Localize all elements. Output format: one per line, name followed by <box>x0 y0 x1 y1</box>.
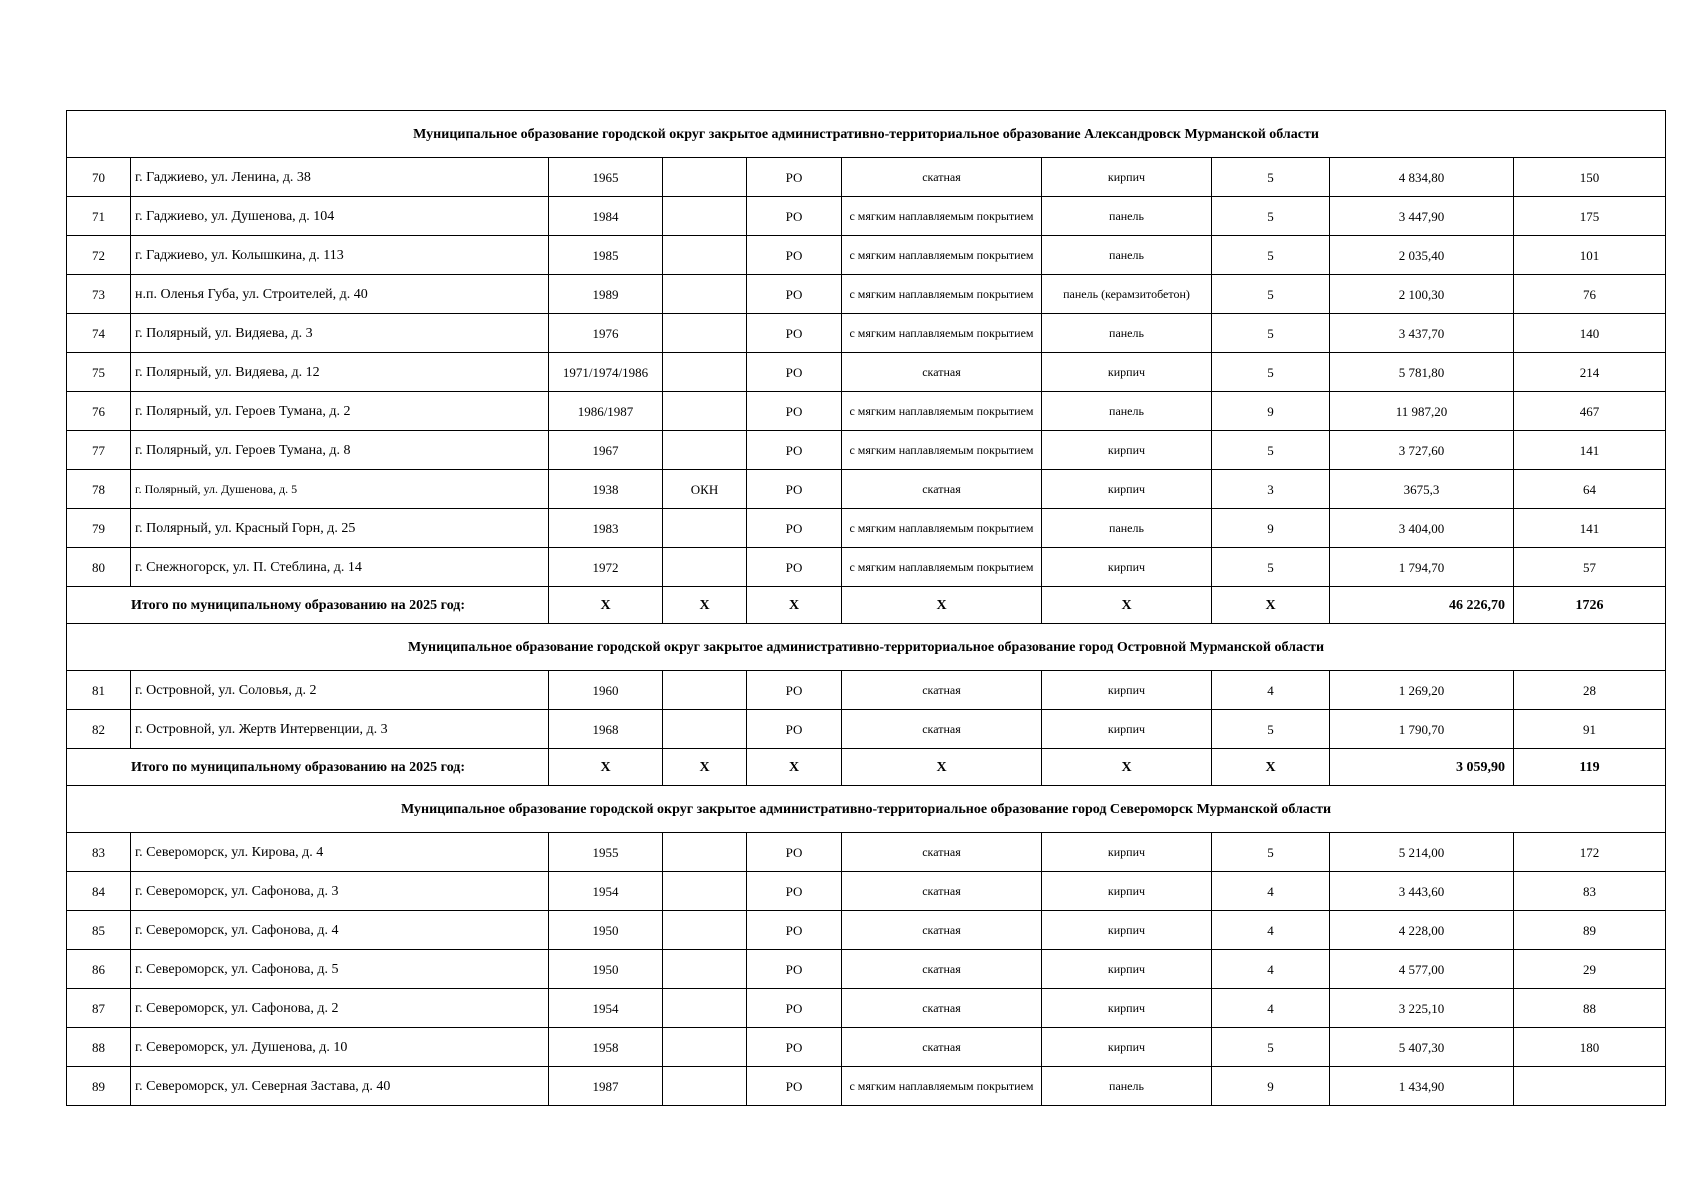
roof-type-cell: с мягким наплавляемым покрытием <box>842 236 1042 275</box>
floors-cell: 3 <box>1212 470 1330 509</box>
area-cell: 5 781,80 <box>1330 353 1514 392</box>
total-x-mark: Х <box>549 587 663 624</box>
fund-type-cell: РО <box>747 1067 842 1106</box>
floors-cell: 5 <box>1212 236 1330 275</box>
row-number: 71 <box>67 197 131 236</box>
area-cell: 3675,3 <box>1330 470 1514 509</box>
address-cell: г. Полярный, ул. Душенова, д. 5 <box>131 470 549 509</box>
row-number: 79 <box>67 509 131 548</box>
table-row <box>67 392 1666 431</box>
fund-type-cell: РО <box>747 353 842 392</box>
roof-type-cell: с мягким наплавляемым покрытием <box>842 392 1042 431</box>
floors-cell: 5 <box>1212 710 1330 749</box>
table-row <box>67 197 1666 236</box>
floors-cell: 4 <box>1212 872 1330 911</box>
floors-cell: 9 <box>1212 1067 1330 1106</box>
wall-material-cell: кирпич <box>1042 833 1212 872</box>
fund-type-cell: РО <box>747 275 842 314</box>
area-cell: 3 404,00 <box>1330 509 1514 548</box>
table-body <box>67 111 1666 1106</box>
table-row <box>67 353 1666 392</box>
wall-material-cell: панель <box>1042 1067 1212 1106</box>
total-area: 46 226,70 <box>1330 587 1514 624</box>
floors-cell: 9 <box>1212 392 1330 431</box>
wall-material-cell: кирпич <box>1042 353 1212 392</box>
floors-cell: 5 <box>1212 1028 1330 1067</box>
residents-cell: 175 <box>1514 197 1666 236</box>
table-row <box>67 236 1666 275</box>
residents-cell: 76 <box>1514 275 1666 314</box>
row-number: 86 <box>67 950 131 989</box>
residents-cell: 91 <box>1514 710 1666 749</box>
address-cell: г. Североморск, ул. Северная Застава, д. 40 <box>131 1067 549 1106</box>
roof-type-cell: скатная <box>842 833 1042 872</box>
section-title: Муниципальное образование городской округ закрытое административно-территориальное образование город Островной Мурманской области <box>67 624 1666 671</box>
floors-cell: 5 <box>1212 314 1330 353</box>
area-cell: 1 790,70 <box>1330 710 1514 749</box>
table-row <box>67 1028 1666 1067</box>
area-cell: 3 727,60 <box>1330 431 1514 470</box>
heritage-status-cell <box>663 671 747 710</box>
residents-cell <box>1514 1067 1666 1106</box>
address-cell: н.п. Оленья Губа, ул. Строителей, д. 40 <box>131 275 549 314</box>
year-built-cell: 1972 <box>549 548 663 587</box>
table-row <box>67 275 1666 314</box>
table-row <box>67 158 1666 197</box>
fund-type-cell: РО <box>747 158 842 197</box>
year-built-cell: 1950 <box>549 950 663 989</box>
wall-material-cell: кирпич <box>1042 431 1212 470</box>
residents-cell: 141 <box>1514 509 1666 548</box>
roof-type-cell: скатная <box>842 1028 1042 1067</box>
floors-cell: 5 <box>1212 275 1330 314</box>
year-built-cell: 1954 <box>549 989 663 1028</box>
roof-type-cell: скатная <box>842 671 1042 710</box>
roof-type-cell: с мягким наплавляемым покрытием <box>842 275 1042 314</box>
fund-type-cell: РО <box>747 989 842 1028</box>
table-row <box>67 911 1666 950</box>
wall-material-cell: кирпич <box>1042 950 1212 989</box>
row-number: 87 <box>67 989 131 1028</box>
year-built-cell: 1985 <box>549 236 663 275</box>
wall-material-cell: кирпич <box>1042 158 1212 197</box>
roof-type-cell: скатная <box>842 872 1042 911</box>
area-cell: 1 434,90 <box>1330 1067 1514 1106</box>
address-cell: г. Гаджиево, ул. Колышкина, д. 113 <box>131 236 549 275</box>
fund-type-cell: РО <box>747 197 842 236</box>
heritage-status-cell <box>663 314 747 353</box>
residents-cell: 140 <box>1514 314 1666 353</box>
address-cell: г. Гаджиево, ул. Душенова, д. 104 <box>131 197 549 236</box>
fund-type-cell: РО <box>747 236 842 275</box>
heritage-status-cell <box>663 275 747 314</box>
area-cell: 1 269,20 <box>1330 671 1514 710</box>
area-cell: 4 228,00 <box>1330 911 1514 950</box>
fund-type-cell: РО <box>747 548 842 587</box>
total-x-mark: Х <box>1042 749 1212 786</box>
housing-table <box>66 110 1666 1106</box>
row-number: 73 <box>67 275 131 314</box>
residents-cell: 467 <box>1514 392 1666 431</box>
heritage-status-cell <box>663 950 747 989</box>
heritage-status-cell <box>663 431 747 470</box>
year-built-cell: 1987 <box>549 1067 663 1106</box>
area-cell: 3 443,60 <box>1330 872 1514 911</box>
table-row <box>67 470 1666 509</box>
wall-material-cell: кирпич <box>1042 548 1212 587</box>
area-cell: 11 987,20 <box>1330 392 1514 431</box>
heritage-status-cell: ОКН <box>663 470 747 509</box>
address-cell: г. Североморск, ул. Сафонова, д. 2 <box>131 989 549 1028</box>
total-x-mark: Х <box>549 749 663 786</box>
fund-type-cell: РО <box>747 1028 842 1067</box>
table-row <box>67 950 1666 989</box>
residents-cell: 150 <box>1514 158 1666 197</box>
total-x-mark: Х <box>663 587 747 624</box>
row-number: 81 <box>67 671 131 710</box>
wall-material-cell: кирпич <box>1042 911 1212 950</box>
section-title: Муниципальное образование городской округ закрытое административно-территориальное образование Александровск Мурманской области <box>67 111 1666 158</box>
area-cell: 3 225,10 <box>1330 989 1514 1028</box>
heritage-status-cell <box>663 989 747 1028</box>
area-cell: 4 577,00 <box>1330 950 1514 989</box>
section-title: Муниципальное образование городской округ закрытое административно-территориальное образование город Североморск Мурманской области <box>67 786 1666 833</box>
residents-cell: 88 <box>1514 989 1666 1028</box>
heritage-status-cell <box>663 236 747 275</box>
residents-cell: 64 <box>1514 470 1666 509</box>
residents-cell: 101 <box>1514 236 1666 275</box>
row-number: 75 <box>67 353 131 392</box>
table-row <box>67 431 1666 470</box>
roof-type-cell: с мягким наплавляемым покрытием <box>842 197 1042 236</box>
heritage-status-cell <box>663 911 747 950</box>
total-x-mark: Х <box>747 587 842 624</box>
row-number: 70 <box>67 158 131 197</box>
heritage-status-cell <box>663 197 747 236</box>
area-cell: 3 437,70 <box>1330 314 1514 353</box>
year-built-cell: 1954 <box>549 872 663 911</box>
row-number: 82 <box>67 710 131 749</box>
total-row <box>67 587 1666 624</box>
address-cell: г. Гаджиево, ул. Ленина, д. 38 <box>131 158 549 197</box>
residents-cell: 28 <box>1514 671 1666 710</box>
wall-material-cell: панель <box>1042 197 1212 236</box>
floors-cell: 4 <box>1212 950 1330 989</box>
residents-cell: 89 <box>1514 911 1666 950</box>
wall-material-cell: панель <box>1042 236 1212 275</box>
year-built-cell: 1958 <box>549 1028 663 1067</box>
total-label: Итого по муниципальному образованию на 2025 год: <box>67 749 549 786</box>
total-x-mark: Х <box>842 749 1042 786</box>
wall-material-cell: панель <box>1042 509 1212 548</box>
table-row <box>67 872 1666 911</box>
roof-type-cell: с мягким наплавляемым покрытием <box>842 548 1042 587</box>
roof-type-cell: скатная <box>842 911 1042 950</box>
table-row <box>67 671 1666 710</box>
table-row <box>67 314 1666 353</box>
roof-type-cell: скатная <box>842 470 1042 509</box>
year-built-cell: 1938 <box>549 470 663 509</box>
row-number: 72 <box>67 236 131 275</box>
wall-material-cell: кирпич <box>1042 989 1212 1028</box>
address-cell: г. Полярный, ул. Видяева, д. 12 <box>131 353 549 392</box>
roof-type-cell: с мягким наплавляемым покрытием <box>842 1067 1042 1106</box>
total-x-mark: Х <box>1212 587 1330 624</box>
fund-type-cell: РО <box>747 470 842 509</box>
year-built-cell: 1967 <box>549 431 663 470</box>
section-header-row <box>67 111 1666 158</box>
residents-cell: 57 <box>1514 548 1666 587</box>
table-row <box>67 710 1666 749</box>
floors-cell: 5 <box>1212 431 1330 470</box>
address-cell: г. Североморск, ул. Сафонова, д. 5 <box>131 950 549 989</box>
fund-type-cell: РО <box>747 671 842 710</box>
total-x-mark: Х <box>842 587 1042 624</box>
address-cell: г. Полярный, ул. Героев Тумана, д. 8 <box>131 431 549 470</box>
residents-cell: 180 <box>1514 1028 1666 1067</box>
row-number: 88 <box>67 1028 131 1067</box>
fund-type-cell: РО <box>747 392 842 431</box>
heritage-status-cell <box>663 158 747 197</box>
floors-cell: 4 <box>1212 911 1330 950</box>
roof-type-cell: скатная <box>842 710 1042 749</box>
section-header-row <box>67 624 1666 671</box>
heritage-status-cell <box>663 872 747 911</box>
fund-type-cell: РО <box>747 833 842 872</box>
wall-material-cell: панель <box>1042 392 1212 431</box>
total-row <box>67 749 1666 786</box>
total-x-mark: Х <box>747 749 842 786</box>
year-built-cell: 1983 <box>549 509 663 548</box>
row-number: 74 <box>67 314 131 353</box>
floors-cell: 9 <box>1212 509 1330 548</box>
roof-type-cell: скатная <box>842 158 1042 197</box>
wall-material-cell: кирпич <box>1042 872 1212 911</box>
address-cell: г. Полярный, ул. Героев Тумана, д. 2 <box>131 392 549 431</box>
residents-cell: 214 <box>1514 353 1666 392</box>
row-number: 83 <box>67 833 131 872</box>
row-number: 84 <box>67 872 131 911</box>
row-number: 89 <box>67 1067 131 1106</box>
roof-type-cell: скатная <box>842 353 1042 392</box>
area-cell: 1 794,70 <box>1330 548 1514 587</box>
address-cell: г. Североморск, ул. Кирова, д. 4 <box>131 833 549 872</box>
fund-type-cell: РО <box>747 431 842 470</box>
address-cell: г. Полярный, ул. Видяева, д. 3 <box>131 314 549 353</box>
area-cell: 2 100,30 <box>1330 275 1514 314</box>
floors-cell: 5 <box>1212 833 1330 872</box>
table-row <box>67 548 1666 587</box>
roof-type-cell: с мягким наплавляемым покрытием <box>842 431 1042 470</box>
area-cell: 5 214,00 <box>1330 833 1514 872</box>
year-built-cell: 1976 <box>549 314 663 353</box>
year-built-cell: 1971/1974/1986 <box>549 353 663 392</box>
total-residents: 119 <box>1514 749 1666 786</box>
table-row <box>67 833 1666 872</box>
year-built-cell: 1984 <box>549 197 663 236</box>
row-number: 78 <box>67 470 131 509</box>
row-number: 80 <box>67 548 131 587</box>
wall-material-cell: кирпич <box>1042 470 1212 509</box>
heritage-status-cell <box>663 392 747 431</box>
wall-material-cell: кирпич <box>1042 671 1212 710</box>
table-row <box>67 1067 1666 1106</box>
residents-cell: 29 <box>1514 950 1666 989</box>
floors-cell: 5 <box>1212 548 1330 587</box>
area-cell: 4 834,80 <box>1330 158 1514 197</box>
fund-type-cell: РО <box>747 314 842 353</box>
heritage-status-cell <box>663 1067 747 1106</box>
fund-type-cell: РО <box>747 872 842 911</box>
total-label: Итого по муниципальному образованию на 2025 год: <box>67 587 549 624</box>
roof-type-cell: с мягким наплавляемым покрытием <box>842 314 1042 353</box>
year-built-cell: 1950 <box>549 911 663 950</box>
fund-type-cell: РО <box>747 911 842 950</box>
total-x-mark: Х <box>663 749 747 786</box>
heritage-status-cell <box>663 548 747 587</box>
wall-material-cell: панель (керамзитобетон) <box>1042 275 1212 314</box>
row-number: 85 <box>67 911 131 950</box>
heritage-status-cell <box>663 509 747 548</box>
area-cell: 3 447,90 <box>1330 197 1514 236</box>
area-cell: 5 407,30 <box>1330 1028 1514 1067</box>
roof-type-cell: с мягким наплавляемым покрытием <box>842 509 1042 548</box>
residents-cell: 83 <box>1514 872 1666 911</box>
year-built-cell: 1968 <box>549 710 663 749</box>
residents-cell: 141 <box>1514 431 1666 470</box>
roof-type-cell: скатная <box>842 989 1042 1028</box>
year-built-cell: 1986/1987 <box>549 392 663 431</box>
floors-cell: 4 <box>1212 671 1330 710</box>
year-built-cell: 1960 <box>549 671 663 710</box>
row-number: 76 <box>67 392 131 431</box>
year-built-cell: 1989 <box>549 275 663 314</box>
year-built-cell: 1965 <box>549 158 663 197</box>
wall-material-cell: панель <box>1042 314 1212 353</box>
floors-cell: 4 <box>1212 989 1330 1028</box>
wall-material-cell: кирпич <box>1042 710 1212 749</box>
row-number: 77 <box>67 431 131 470</box>
address-cell: г. Островной, ул. Жертв Интервенции, д. 3 <box>131 710 549 749</box>
floors-cell: 5 <box>1212 353 1330 392</box>
total-x-mark: Х <box>1212 749 1330 786</box>
address-cell: г. Североморск, ул. Сафонова, д. 4 <box>131 911 549 950</box>
address-cell: г. Островной, ул. Соловья, д. 2 <box>131 671 549 710</box>
address-cell: г. Североморск, ул. Сафонова, д. 3 <box>131 872 549 911</box>
heritage-status-cell <box>663 833 747 872</box>
table-row <box>67 989 1666 1028</box>
fund-type-cell: РО <box>747 710 842 749</box>
total-residents: 1726 <box>1514 587 1666 624</box>
year-built-cell: 1955 <box>549 833 663 872</box>
area-cell: 2 035,40 <box>1330 236 1514 275</box>
residents-cell: 172 <box>1514 833 1666 872</box>
floors-cell: 5 <box>1212 158 1330 197</box>
wall-material-cell: кирпич <box>1042 1028 1212 1067</box>
heritage-status-cell <box>663 1028 747 1067</box>
heritage-status-cell <box>663 710 747 749</box>
address-cell: г. Полярный, ул. Красный Горн, д. 25 <box>131 509 549 548</box>
total-x-mark: Х <box>1042 587 1212 624</box>
floors-cell: 5 <box>1212 197 1330 236</box>
fund-type-cell: РО <box>747 509 842 548</box>
address-cell: г. Снежногорск, ул. П. Стеблина, д. 14 <box>131 548 549 587</box>
table-row <box>67 509 1666 548</box>
heritage-status-cell <box>663 353 747 392</box>
total-area: 3 059,90 <box>1330 749 1514 786</box>
fund-type-cell: РО <box>747 950 842 989</box>
roof-type-cell: скатная <box>842 950 1042 989</box>
section-header-row <box>67 786 1666 833</box>
address-cell: г. Североморск, ул. Душенова, д. 10 <box>131 1028 549 1067</box>
